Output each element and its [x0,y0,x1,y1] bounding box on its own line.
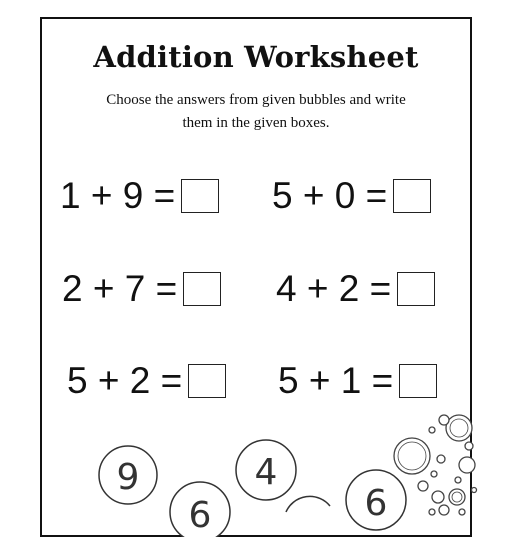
equation-4-text: 4 + 2 = [276,268,392,309]
bubble-6-left-label: 6 [188,495,212,536]
bubble-4[interactable] [236,440,296,500]
bubble-6-right-label: 6 [364,483,388,524]
equation-2-text: 5 + 0 = [272,175,388,216]
equation-3-text: 2 + 7 = [62,268,178,309]
equation-5-text: 5 + 2 = [67,360,183,401]
bubble-6-left[interactable] [170,482,230,537]
bubble-partial [286,496,330,512]
bubble-4-label: 4 [254,452,278,493]
bubble-6-right[interactable] [346,470,406,530]
instructions-line-1: Choose the answers from given bubbles and write [106,92,406,108]
equation-6-text: 5 + 1 = [278,360,394,401]
bubble-9-label: 9 [116,457,140,498]
equation-1-text: 1 + 9 = [60,175,176,216]
worksheet-title: Addition Worksheet [93,40,419,74]
instructions-line-2: them in the given boxes. [182,115,330,131]
bubble-9[interactable] [99,446,157,504]
